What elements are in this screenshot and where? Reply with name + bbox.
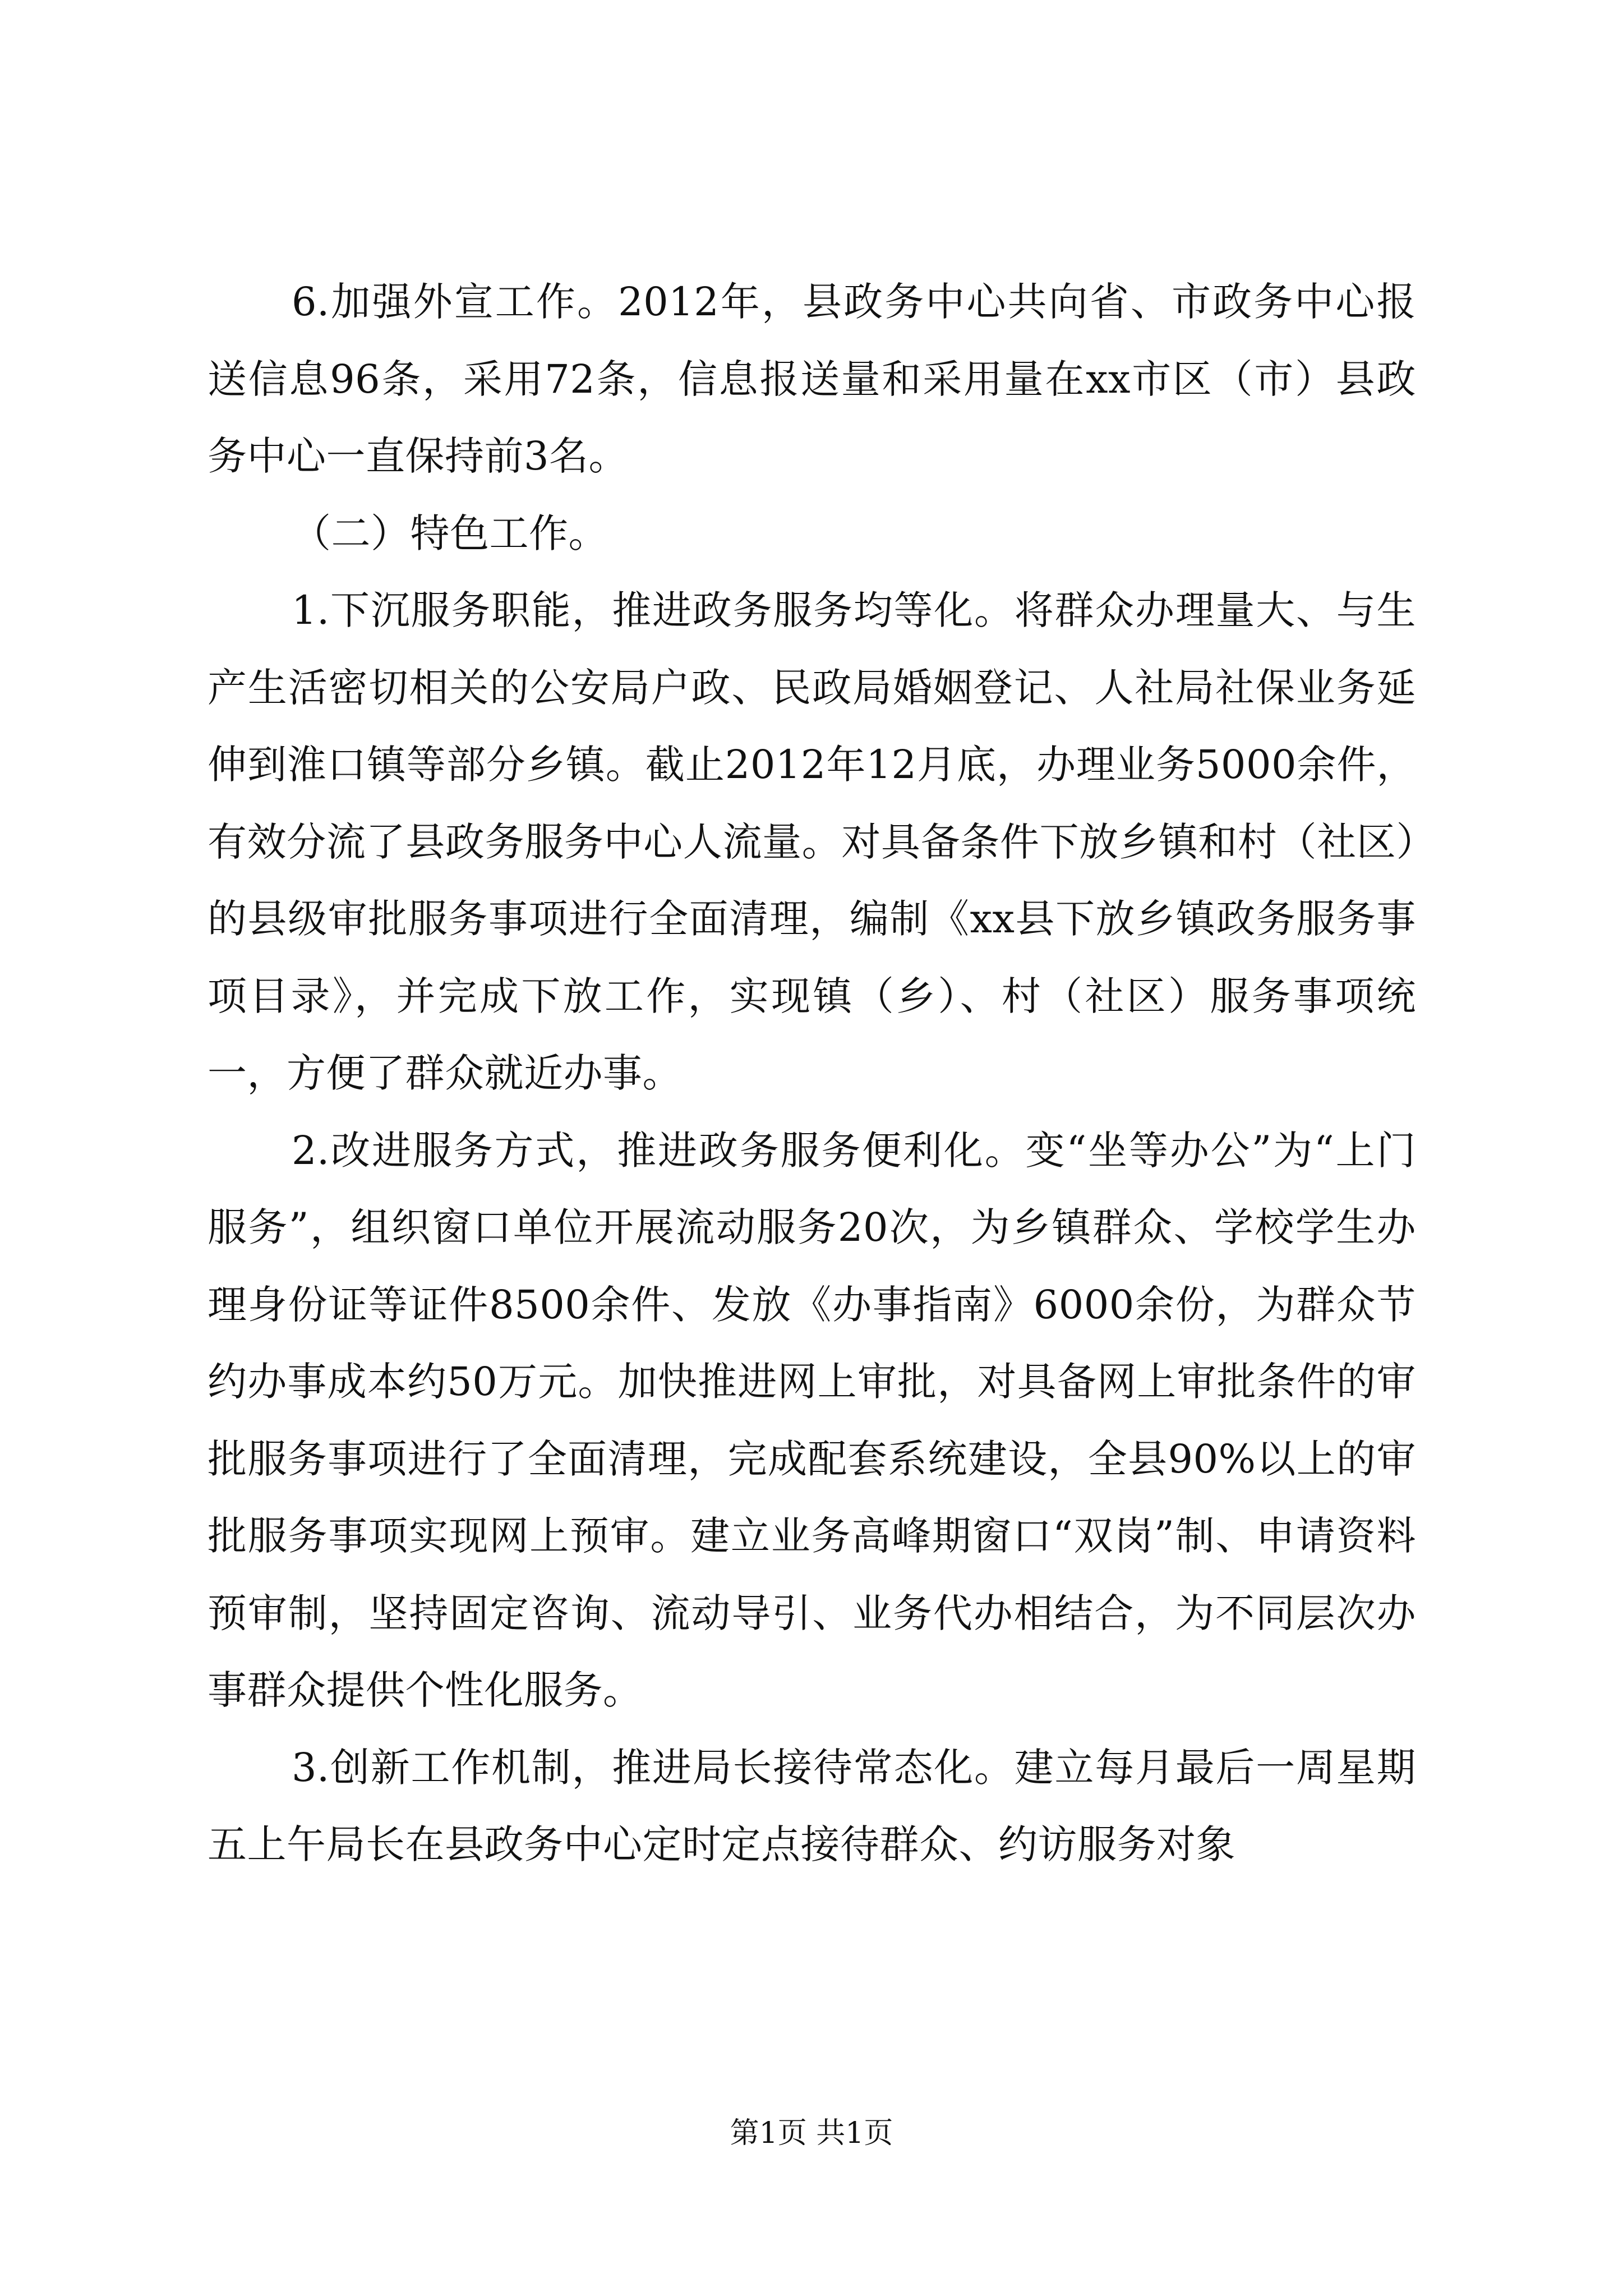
paragraph-work-mechanism: 3.创新工作机制，推进局长接待常态化。建立每月最后一周星期五上午局长在县政务中心定时定点接待群众、约访服务对象 bbox=[208, 1744, 1416, 1867]
paragraph-service-convenience: 2.改进服务方式，推进政务服务便利化。变“坐等办公”为“上门服务”，组织窗口单位开展流动服务20次，为乡镇群众、学校学生办理身份证等证件8500余件、发放《办事指南》6000余份，为群众节约办事成本约50万元。加快推进网上审批，对具备网上审批条件的审批服务事项进行了全面清理，完成配套系统建设，全县90%以上的审批服务事项实现网上预审。建立业务高峰期窗口“双岗”制、申请资料预审制，坚持固定咨询、流动导引、业务代办相结合，为不同层次办事群众提供个性化服务。 bbox=[208, 1127, 1416, 1713]
paragraph-service-decentralization: 1.下沉服务职能，推进政务服务均等化。将群众办理量大、与生产生活密切相关的公安局户政、民政局婚姻登记、人社局社保业务延伸到淮口镇等部分乡镇。截止2012年12月底，办理业务5000余件，有效分流了县政务服务中心人流量。对具备条件下放乡镇和村（社区）的县级审批服务事项进行全面清理，编制《xx县下放乡镇政务服务事项目录》，并完成下放工作，实现镇（乡）、村（社区）服务事项统一，方便了群众就近办事。 bbox=[208, 587, 1417, 1096]
page-footer: 第1页 共1页 bbox=[730, 2116, 893, 2150]
paragraph-external-publicity: 6.加强外宣工作。2012年，县政务中心共向省、市政务中心报送信息96条，采用72条，信息报送量和采用量在xx市区（市）县政务中心一直保持前3名。 bbox=[208, 279, 1416, 479]
document-body bbox=[208, 264, 1416, 1884]
section-heading-special-work: （二）特色工作。 bbox=[292, 510, 608, 556]
